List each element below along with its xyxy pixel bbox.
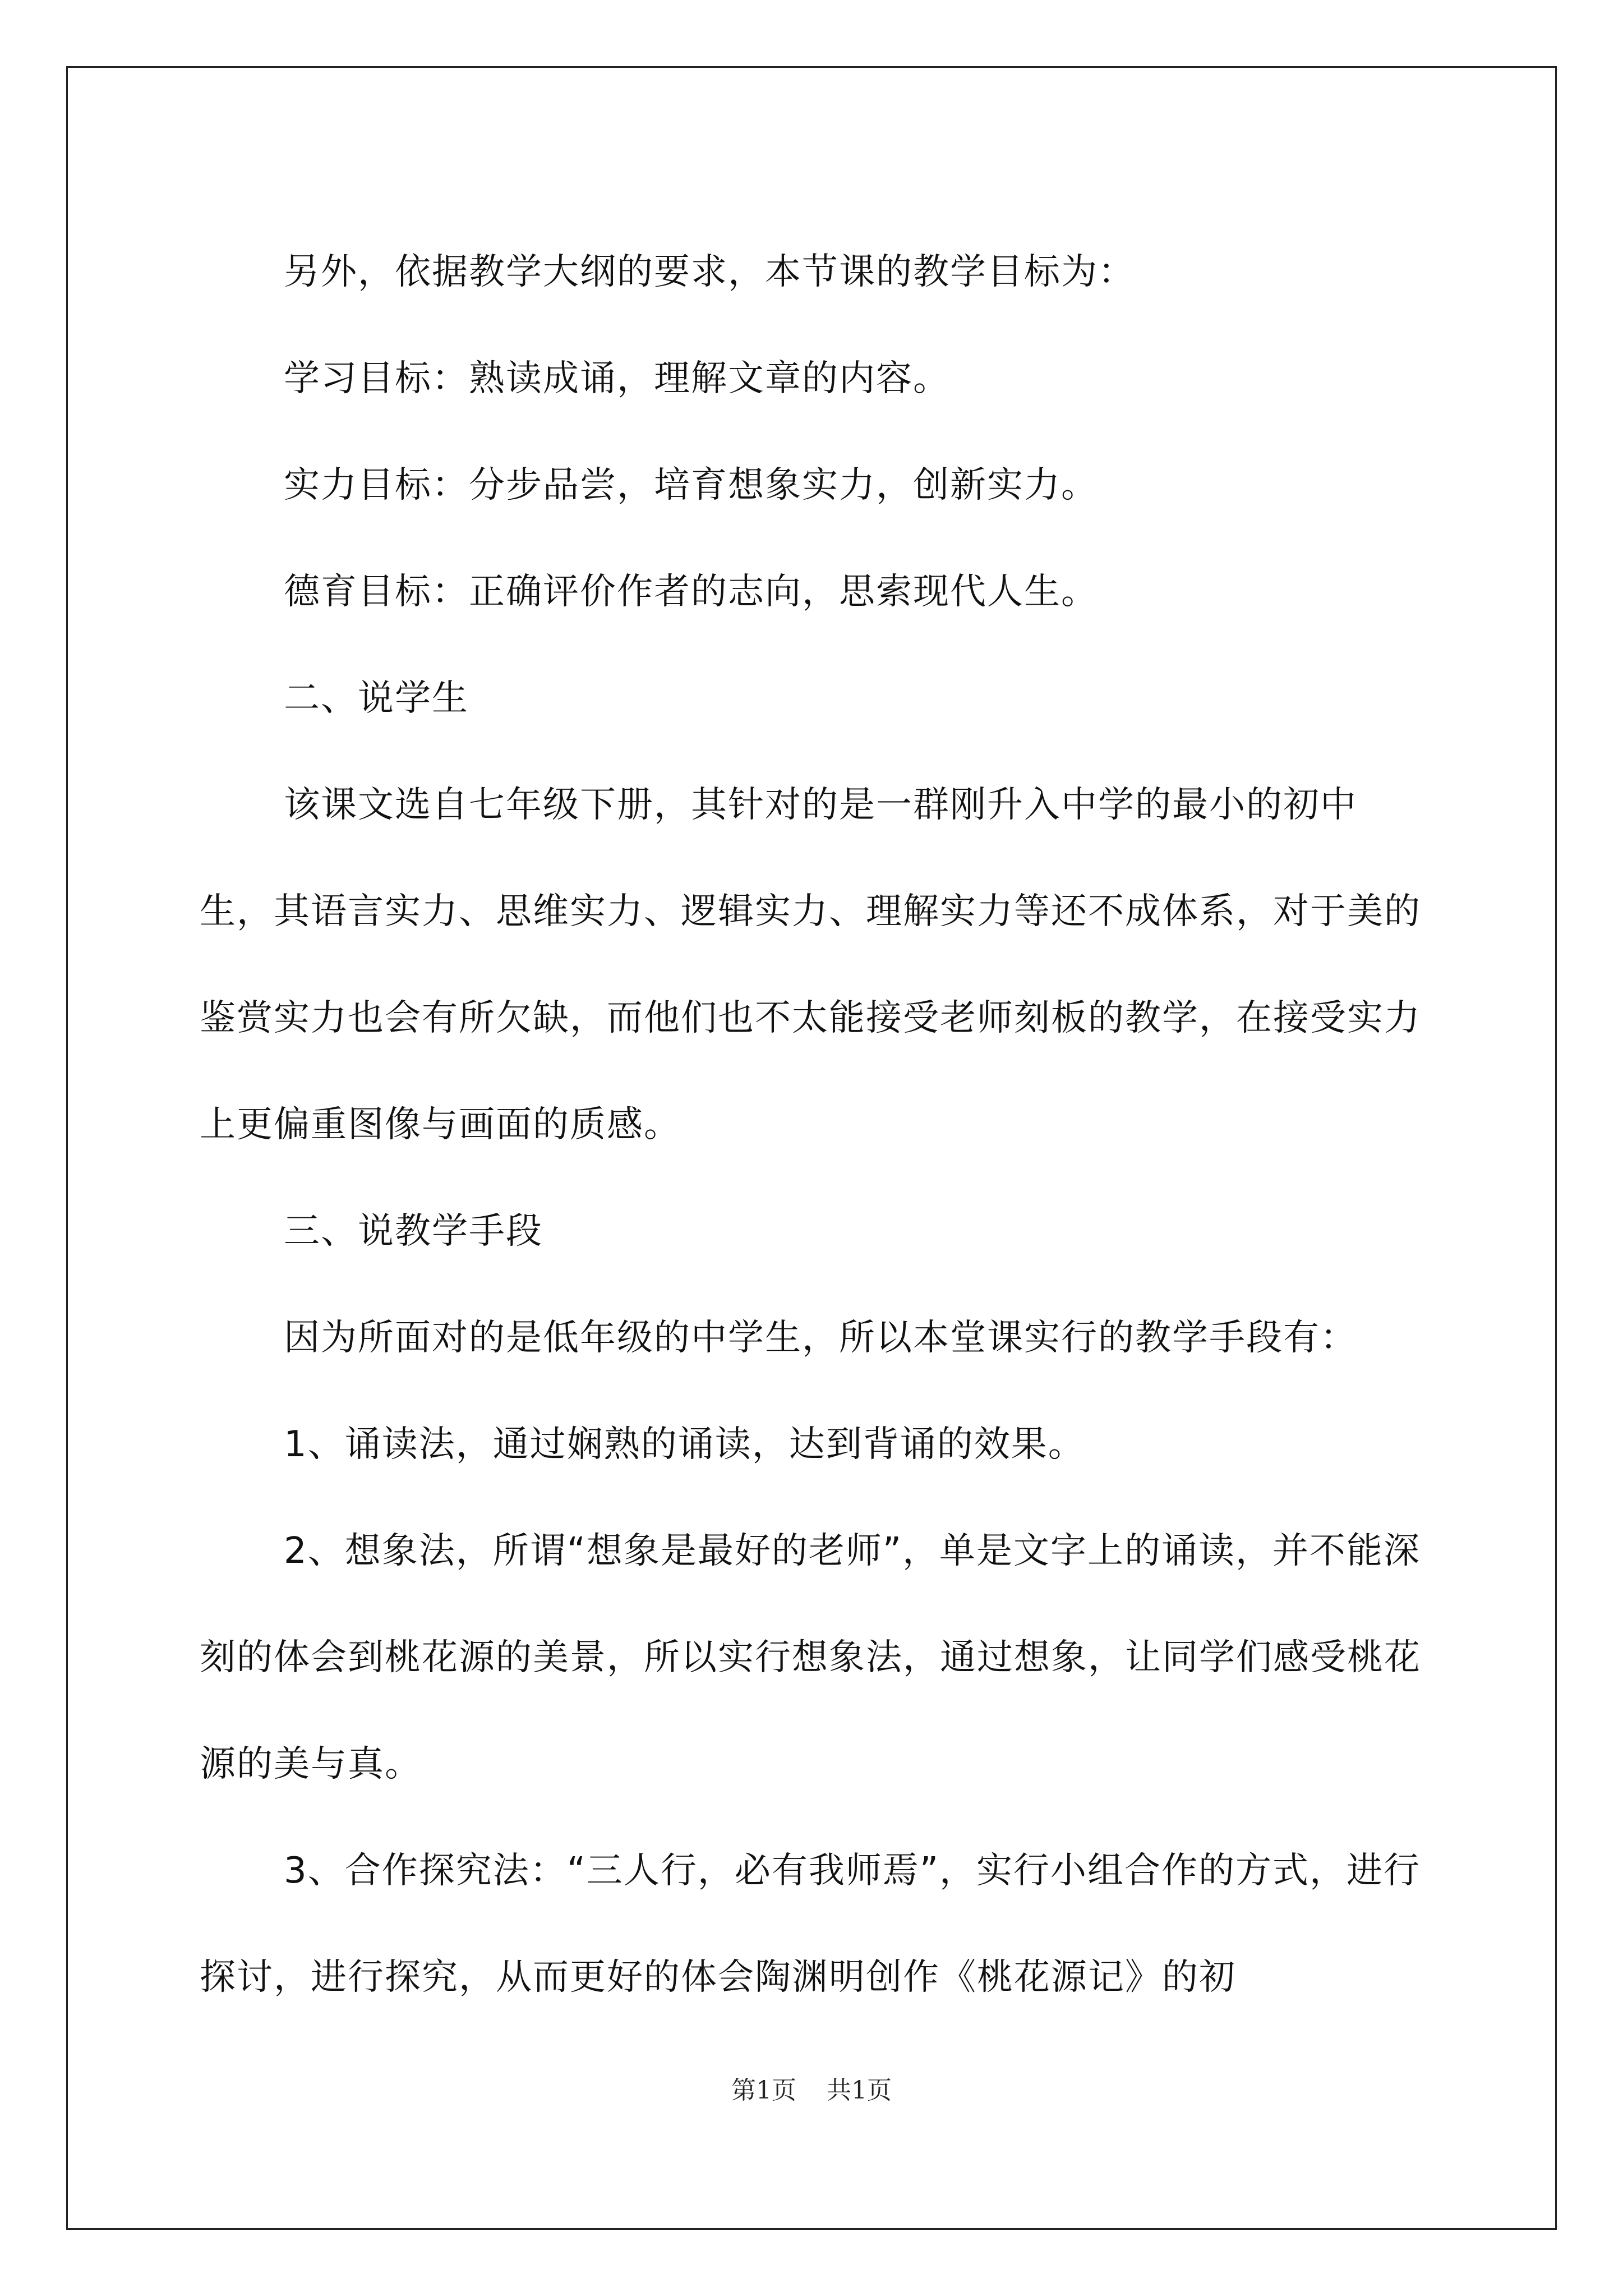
paragraph-method-imagination: 2、想象法，所谓“想象是最好的老师”，单是文字上的诵读，并不能深刻的体会到桃花源的美景，所以实行想象法，通过想象，让同学们感受桃花源的美与真。: [200, 1530, 1421, 1785]
paragraph-method-reading: 1、诵读法，通过娴熟的诵读，达到背诵的效果。: [284, 1424, 1085, 1465]
page-footer: [0, 2070, 1623, 2106]
paragraph-ability-goal: 实力目标：分步品尝，培育想象实力，创新实力。: [284, 464, 1098, 506]
paragraph-objectives-intro: 另外，依据教学大纲的要求，本节课的教学目标为：: [284, 251, 1135, 293]
page-number-current: 第1页: [731, 2076, 796, 2105]
section-heading-methods: 三、说教学手段: [284, 1211, 543, 1252]
paragraph-method-cooperation: 3、合作探究法：“三人行，必有我师焉”，实行小组合作的方式，进行探讨，进行探究，从而更好的体会陶渊明创作《桃花源记》的初: [200, 1850, 1421, 1998]
paragraph-learning-goal: 学习目标：熟读成诵，理解文章的内容。: [284, 358, 950, 399]
section-heading-students: 二、说学生: [284, 678, 469, 719]
document-body: [200, 219, 1428, 2031]
page-number-total: 共1页: [827, 2076, 892, 2105]
paragraph-methods-intro: 因为所面对的是低年级的中学生，所以本堂课实行的教学手段有：: [284, 1317, 1357, 1359]
paragraph-students: 该课文选自七年级下册，其针对的是一群刚升入中学的最小的初中生，其语言实力、思维实力、逻辑实力、理解实力等还不成体系，对于美的鉴赏实力也会有所欠缺，而他们也不太能接受老师刻板的教学，在接受实力上更偏重图像与画面的质感。: [200, 784, 1421, 1145]
paragraph-moral-goal: 德育目标：正确评价作者的志向，思索现代人生。: [284, 571, 1098, 613]
